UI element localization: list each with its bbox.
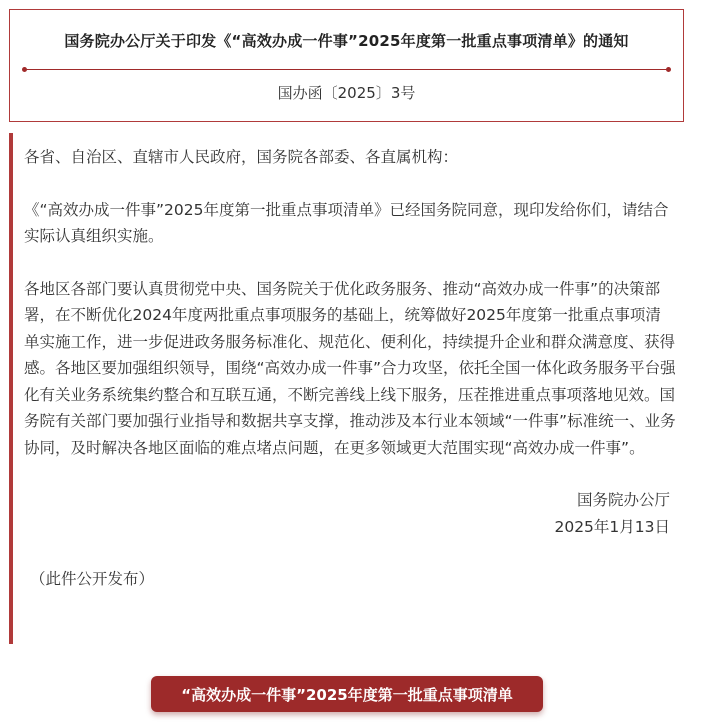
divider-dot-left <box>22 67 27 72</box>
document-number: 国办函〔2025〕3号 <box>277 84 416 102</box>
body-accent-bar <box>9 133 13 644</box>
paragraph-1: 《“高效办成一件事”2025年度第一批重点事项清单》已经国务院同意，现印发给你们，请结合实际认真组织实施。 <box>24 200 669 245</box>
priority-list-button[interactable] <box>151 676 543 712</box>
signer: 国务院办公厅 <box>576 491 670 509</box>
salutation: 各省、自治区、直辖市人民政府，国务院各部委、各直属机构： <box>24 148 459 166</box>
notice-body <box>24 144 676 593</box>
title-divider <box>24 69 669 70</box>
priority-list-button-label: “高效办成一件事”2025年度第一批重点事项清单 <box>181 685 513 704</box>
divider-dot-right <box>666 67 671 72</box>
sign-date: 2025年1月13日 <box>554 517 670 536</box>
notice-header <box>9 9 684 122</box>
publication-note: （此件公开发布） <box>30 570 155 588</box>
document-title: 国务院办公厅关于印发《“高效办成一件事”2025年度第一批重点事项清单》的通知 <box>64 32 629 50</box>
paragraph-2: 各地区各部门要认真贯彻党中央、国务院关于优化政务服务、推动“高效办成一件事”的决策部署，在不断优化2024年度两批重点事项服务的基础上，统筹做好2025年度第一批重点事项清单实施工作，进一步促进政务服务标准化、规范化、便利化，持续提升企业和群众满意度、获得感。各地区要加强组织领导，围绕“高效办成一件事”合力攻坚，依托全国一体化政务服务平台强化有关业务系统集约整合和互联互通，不断完善线上线下服务，压茬推进重点事项落地见效。国务院有关部门要加强行业指导和数据共享支撑，推动涉及本行业本领域“一件事”标准统一、业务协同，及时解决各地区面临的难点堵点问题，在更多领域更大范围实现“高效办成一件事”。 <box>24 279 676 457</box>
